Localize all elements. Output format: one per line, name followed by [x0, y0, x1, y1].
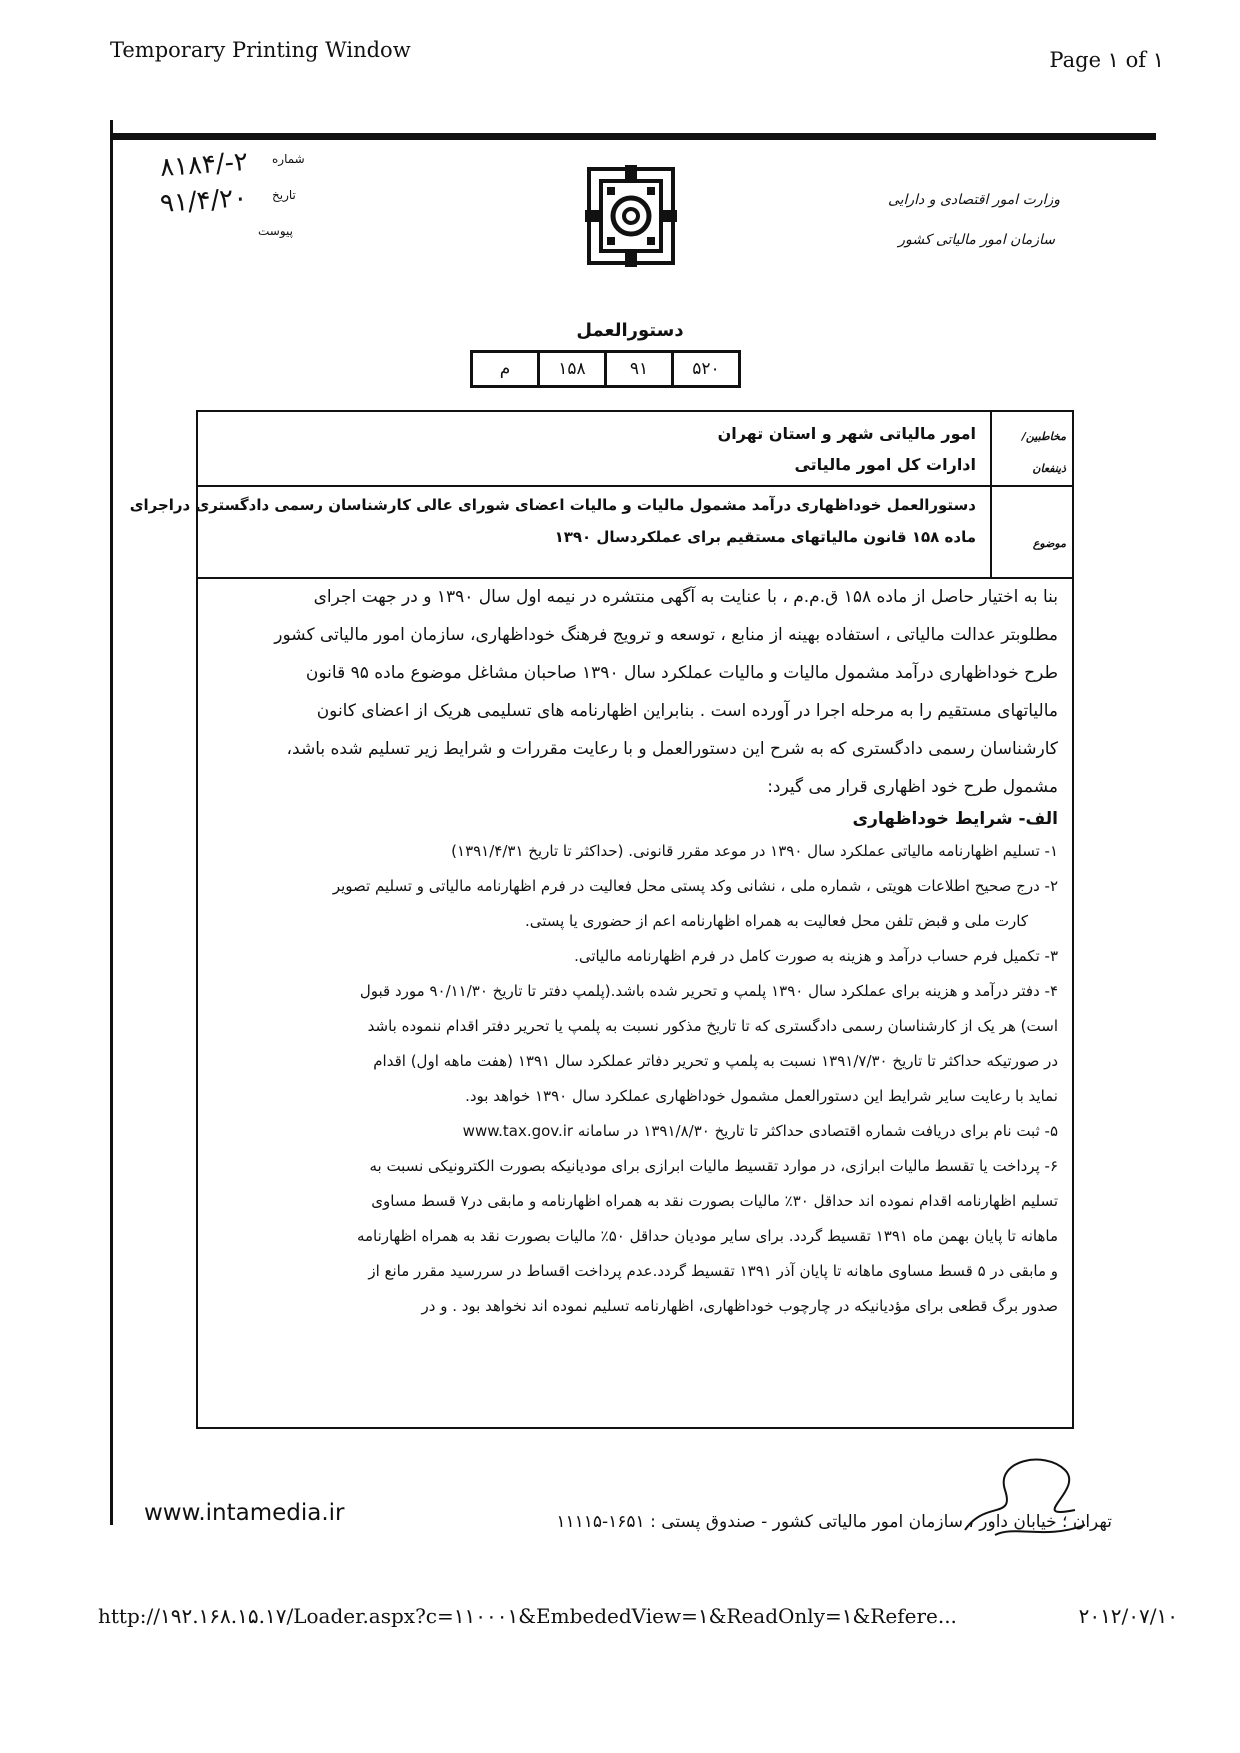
- condition-line: در صورتیکه حداکثر تا تاریخ ۱۳۹۱/۷/۳۰ نسبت به پلمپ و تحریر دفاتر عملکرد سال ۱۳۹۱ (هفت ماهه اول) اقدام: [373, 1052, 1058, 1070]
- number-cell: ۵۲۰: [673, 352, 740, 387]
- condition-line: ۲- درج صحیح اطلاعات هویتی ، شماره ملی ، نشانی وکد پستی محل فعالیت در فرم اظهارنامه مالیاتی و تسلیم تصویر: [332, 877, 1058, 895]
- header-divider: [198, 485, 1072, 487]
- document-title: دستورالعمل: [576, 320, 684, 341]
- number-cell: ۹۱: [606, 352, 673, 387]
- label-date: تاریخ: [272, 188, 296, 202]
- handwritten-letter-number: ۲-/۸۱۸۴: [159, 146, 249, 184]
- organization-name: سازمان امور مالیاتی کشور: [898, 232, 1055, 248]
- browser-footer-url: http://۱۹۲.۱۶۸.۱۵.۱۷/Loader.aspx?c=۱۱۰۰۰۱&EmbededView=۱&ReadOnly=۱&Refere...: [98, 1604, 957, 1628]
- recipient-line: ادارات کل امور مالیاتی: [794, 455, 976, 474]
- frame-left-border: [110, 120, 113, 1525]
- label-number: شماره: [272, 152, 305, 166]
- condition-line: ۴- دفتر درآمد و هزینه برای عملکرد سال ۱۳۹۰ پلمپ و تحریر شده باشد.(پلمپ دفتر تا تاریخ ۹۰/۱۱/۳۰ مورد قبول: [359, 982, 1058, 1000]
- intro-line: طرح خوداظهاری درآمد مشمول مالیات و مالیات عملکرد سال ۱۳۹۰ صاحبان مشاغل موضوع ماده ۹۵ قانون: [305, 663, 1058, 683]
- condition-line: ۱- تسلیم اظهارنامه مالیاتی عملکرد سال ۱۳۹۰ در موعد مقرر قانونی. (حداکثر تا تاریخ ۱۳۹۱/۴/۳۱): [451, 842, 1058, 860]
- condition-line: ۳- تکمیل فرم حساب درآمد و هزینه به صورت کامل در فرم اظهارنامه مالیاتی.: [574, 947, 1058, 965]
- window-title: Temporary Printing Window: [110, 38, 411, 62]
- label-attachment: پیوست: [258, 224, 293, 238]
- handwritten-letter-date: ۹۱/۴/۲۰: [159, 182, 249, 220]
- subject-line: دستورالعمل خوداظهاری درآمد مشمول مالیات و مالیات اعضای شورای عالی کارشناسان رسمی دادگستری دراجرای: [129, 496, 976, 514]
- frame-top-border: [112, 133, 1156, 140]
- condition-line: ۵- ثبت نام برای دریافت شماره اقتصادی حداکثر تا تاریخ ۱۳۹۱/۸/۳۰ در سامانه www.tax.gov.ir: [462, 1122, 1058, 1140]
- intro-line: کارشناسان رسمی دادگستری که به شرح این دستورالعمل و با رعایت مقررات و شرایط زیر تسلیم شده باشد،: [286, 739, 1058, 759]
- recipients-label-2: ذینفعان: [1032, 462, 1066, 475]
- body-box: [196, 577, 1074, 1429]
- intro-line: مطلوبتر عدالت مالیاتی ، استفاده بهینه از منابع ، توسعه و ترویج فرهنگ خوداظهاری، سازمان امور مالیاتی کشور: [274, 625, 1058, 645]
- intro-line: مالیاتهای مستقیم را به مرحله اجرا در آورده است . بنابراین اظهارنامه های تسلیمی هریک از اعضای کانون: [316, 701, 1058, 721]
- condition-line: نماید با رعایت سایر شرایط این دستورالعمل مشمول خوداظهاری عملکرد سال ۱۳۹۰ خواهد بود.: [465, 1087, 1058, 1105]
- recipient-line: امور مالیاتی شهر و استان تهران: [717, 424, 976, 443]
- condition-line: ۶- پرداخت یا تقسط مالیات ابرازی، در موارد تقسیط مالیات ابرازی برای مودیانیکه بصورت الکترونیکی نسبت به: [369, 1157, 1058, 1175]
- document-number-table: [470, 350, 741, 388]
- subject-label: موضوع: [1032, 537, 1066, 550]
- footer-address: تهران ؛ خیابان داور ، سازمان امور مالیاتی کشور - صندوق پستی : ۱۶۵۱-۱۱۱۱۵: [556, 1512, 1112, 1532]
- condition-line: است) هر یک از کارشناسان رسمی دادگستری که تا تاریخ مذکور نسبت به پلمپ یا تحریر دفتر اقدام ننموده باشد: [367, 1017, 1058, 1035]
- subject-line: ماده ۱۵۸ قانون مالیاتهای مستقیم برای عملکردسال ۱۳۹۰: [554, 528, 976, 546]
- condition-line: صدور برگ قطعی برای مؤدیانیکه در چارچوب خوداظهاری، اظهارنامه تسلیم نموده اند نخواهد بود . و در: [421, 1297, 1058, 1315]
- header-box: [129, 410, 1074, 579]
- ministry-name: وزارت امور اقتصادی و دارایی: [887, 192, 1060, 208]
- tax-organization-logo: [585, 165, 677, 267]
- recipients-label-1: مخاطبین/: [1021, 430, 1066, 443]
- number-cell: ۱۵۸: [539, 352, 606, 387]
- intro-line: مشمول طرح خود اظهاری قرار می گیرد:: [767, 777, 1058, 797]
- condition-line: کارت ملی و قبض تلفن محل فعالیت به همراه اظهارنامه اعم از حضوری یا پستی.: [524, 912, 1028, 930]
- condition-line: تسلیم اظهارنامه اقدام نموده اند حداقل ۳۰٪ مالیات بصورت نقد به همراه اظهارنامه و مابقی در۷ قسط مساوی: [371, 1192, 1058, 1210]
- footer-website: www.intamedia.ir: [144, 1500, 345, 1526]
- number-cell: م: [472, 352, 539, 387]
- condition-line: ماهانه تا پایان بهمن ماه ۱۳۹۱ تقسیط گردد. برای سایر مودیان حداقل ۵۰٪ مالیات بصورت نقد به همراه اظهارنامه: [356, 1227, 1058, 1245]
- handwritten-signature: [955, 1440, 1095, 1550]
- page-indicator: Page ۱ of ۱: [1049, 48, 1164, 72]
- intro-line: بنا به اختیار حاصل از ماده ۱۵۸ ق.م.م ، با عنایت به آگهی منتشره در نیمه اول سال ۱۳۹۰ و در جهت اجرای: [313, 587, 1058, 607]
- section-title: الف- شرایط خوداظهاری: [852, 809, 1058, 829]
- browser-footer-date: ۲۰۱۲/۰۷/۱۰: [1078, 1604, 1178, 1628]
- condition-line: و مابقی در ۵ قسط مساوی ماهانه تا پایان آذر ۱۳۹۱ تقسیط گردد.عدم پرداخت اقساط در سررسید مقرر مانع از: [368, 1262, 1058, 1280]
